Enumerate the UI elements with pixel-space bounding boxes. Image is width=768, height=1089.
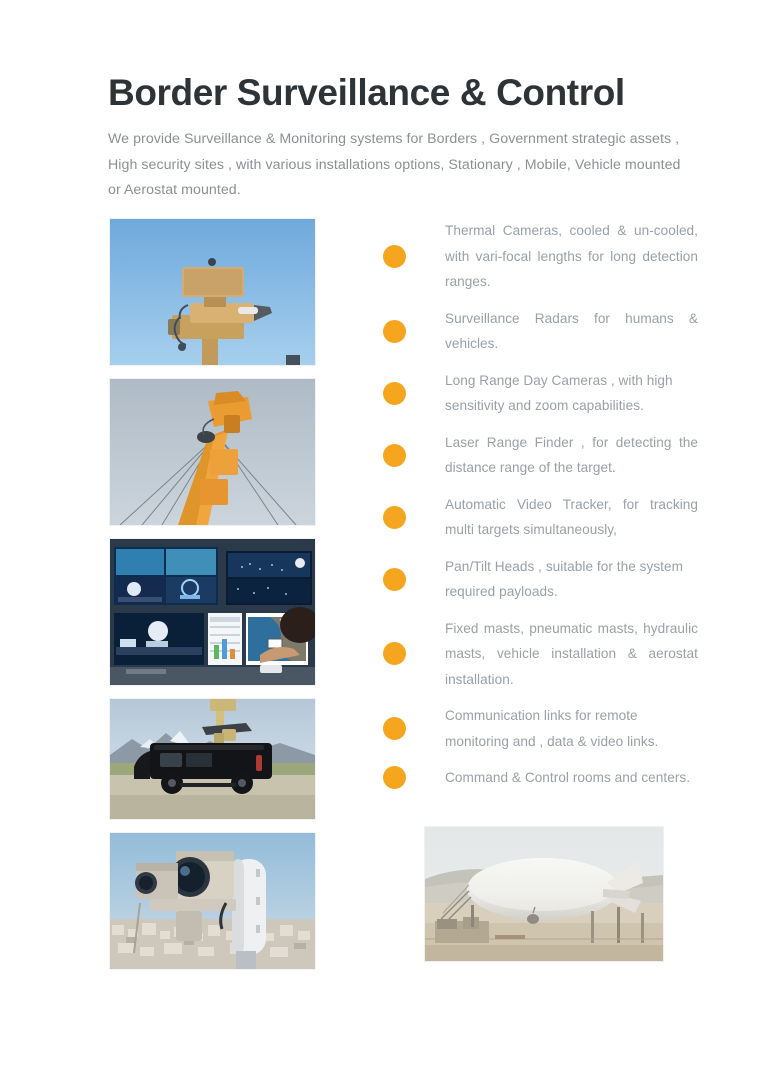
intro-paragraph: We provide Surveillance & Monitoring systems for Borders , Government strategic assets , High security sites , with various installations options, Stationary , Mobile, Vehicle mounted or Aerostat mounted. [108,131,681,199]
photo-pan-tilt-camera-head [109,832,316,970]
feature-masts-and-installations: Fixed masts, pneumatic masts, hydraulic masts, vehicle installation & aerostat installation. [445,620,698,687]
bullet-marker-wrap [383,506,445,529]
feature-communication-links: Communication links for remote monitoring and , data & video links. [445,708,659,749]
photo-column [109,218,316,970]
feature-thermal-cameras: Thermal Cameras, cooled & un-cooled, with vari-focal lengths for long detection ranges. [445,223,698,289]
bullet-marker-wrap [383,717,445,740]
photo-surveillance-van-image [110,699,315,819]
bullet-dot-icon [383,506,406,529]
list-item[interactable] [383,554,698,605]
bullet-dot-icon [383,245,406,268]
feature-laser-range-finder: Laser Range Finder , for detecting the distance range of the target. [445,434,698,475]
bullet-marker-wrap [383,320,445,343]
bullet-dot-icon [383,320,406,343]
list-item[interactable] [383,430,698,481]
photo-sensor-mast-camera [109,218,316,366]
bullet-marker-wrap [383,642,445,665]
list-item[interactable] [383,616,698,693]
features-list [383,218,698,802]
list-item[interactable] [383,703,698,754]
photo-control-room-monitors [109,538,316,686]
photo-tethered-aerostat [424,826,664,962]
aerostat-photo-wrap [424,826,664,962]
feature-long-range-day-cameras: Long Range Day Cameras , with high sensitivity and zoom capabilities. [445,372,673,413]
bullet-dot-icon [383,766,406,789]
bullet-dot-icon [383,568,406,591]
bullet-dot-icon [383,382,406,405]
bullet-dot-icon [383,717,406,740]
bullet-marker-wrap [383,444,445,467]
list-item[interactable] [383,368,698,419]
feature-command-control-rooms: Command & Control rooms and centers. [445,770,691,785]
feature-surveillance-radars: Surveillance Radars for humans & vehicles. [445,310,698,351]
bullet-marker-wrap [383,382,445,405]
list-item[interactable] [383,306,698,357]
bullet-dot-icon [383,642,406,665]
bullet-marker-wrap [383,245,445,268]
page-header [108,72,698,204]
page-title: Border Surveillance & Control [108,72,625,113]
feature-automatic-video-tracker: Automatic Video Tracker, for tracking multi targets simultaneously, [445,496,698,537]
photo-orange-guyed-mast [109,378,316,526]
photo-control-room-monitors-image [110,539,315,685]
photo-orange-guyed-mast-image [110,379,315,525]
bullet-dot-icon [383,444,406,467]
list-item[interactable] [383,765,698,791]
bullet-marker-wrap [383,568,445,591]
bullet-marker-wrap [383,766,445,789]
photo-tethered-aerostat-image [425,827,663,961]
list-item[interactable] [383,218,698,295]
photo-sensor-mast-camera-image [110,219,315,365]
feature-pan-tilt-heads: Pan/Tilt Heads , suitable for the system required payloads. [445,558,683,599]
photo-surveillance-van [109,698,316,820]
list-item[interactable] [383,492,698,543]
photo-pan-tilt-camera-head-image [110,833,315,969]
